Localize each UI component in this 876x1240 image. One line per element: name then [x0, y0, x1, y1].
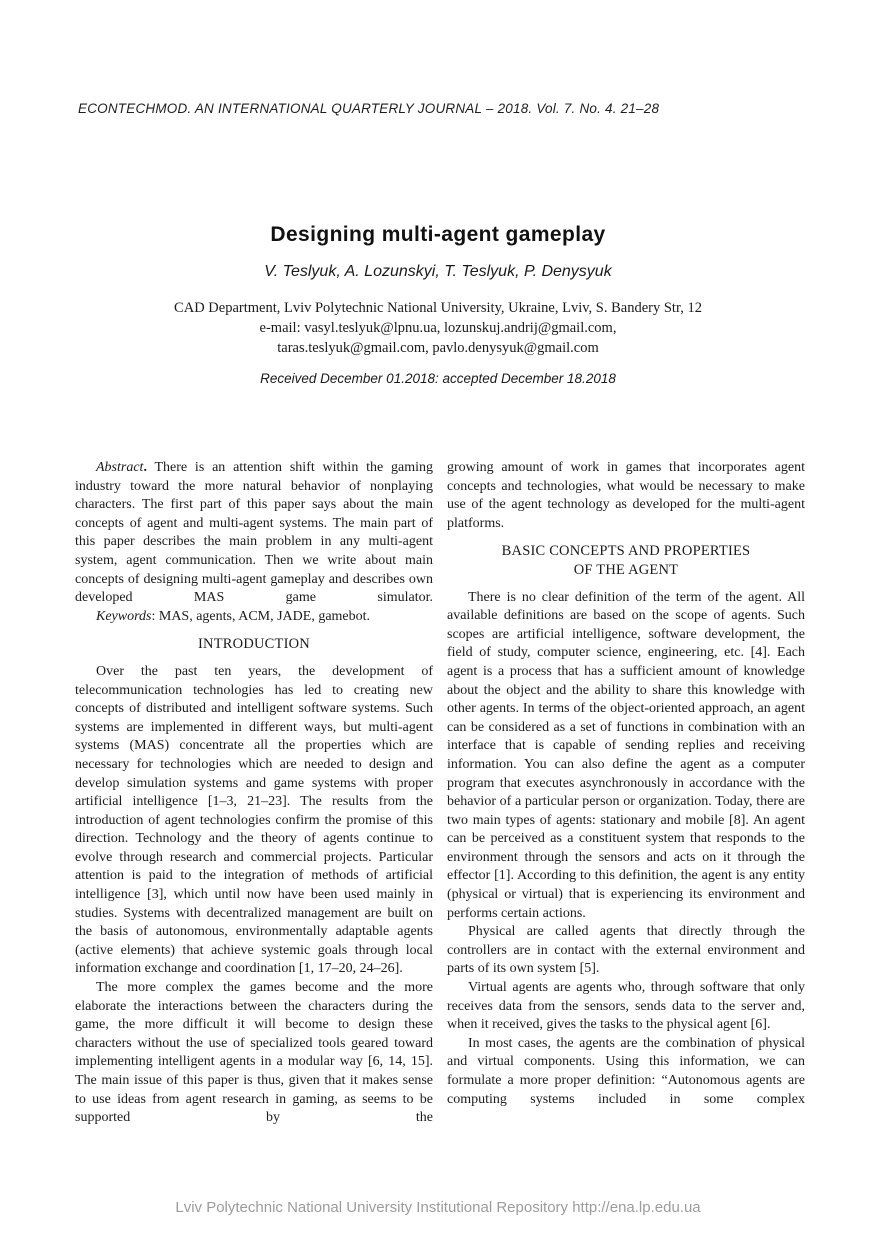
intro-paragraph-2-continuation: growing amount of work in games that incorporates agent concepts and technologies, what would be necessary to make use of the agent technology as developed for the multi-agent platforms. — [447, 460, 805, 531]
repository-footer: Lviv Polytechnic National University Institutional Repository http://ena.lp.edu.ua — [175, 1199, 701, 1216]
affiliation-line: CAD Department, Lviv Polytechnic National University, Ukraine, Lviv, S. Bandery Str, 12 — [174, 300, 702, 316]
keywords-label: Keywords — [96, 608, 152, 624]
left-column — [75, 459, 433, 1128]
basic-paragraph-1: There is no clear definition of the term of the agent. All available definitions are based on the scope of agents. Such scopes are artificial intelligence, software development, the field of study, computer science, engineering, etc. [4]. Each agent is a process that has a sufficient amount of knowledge about the object and the ability to share this knowledge with other agents. In terms of the object-oriented approach, an agent can be considered as a set of functions in combination with an interface that is capable of sending replies and receiving information. You can also define the agent as a computer program that executes asynchronously in accordance with the behavior of a particular person or organization. Today, there are two main types of agents: stationary and mobile [8]. An agent can be perceived as a constituent system that responds to the environment through the sensors and acts on it through the effector [1]. According to this definition, the agent is any entity (physical or virtual) that is experiencing its environment and performs certain actions. — [447, 589, 805, 921]
paper-title: Designing multi-agent gameplay — [270, 223, 606, 246]
basic-paragraph-3: Virtual agents are agents who, through software that only receives data from the sensors, sends data to the server and, when it received, gives the tasks to the physical agent [6]. — [447, 980, 805, 1033]
abstract-text: There is an attention shift within the gaming industry toward the more natural behavior of nonplaying characters. The first part of this paper says about the main concepts of agent and multi-agent systems. The main part of this paper describes the main problem in any multi-agent system, agent communication. Then we write about main concepts of designing multi-agent gameplay and describes own developed MAS game simulator. — [75, 460, 433, 606]
basic-heading-line-1: BASIC CONCEPTS AND PROPERTIES — [501, 543, 751, 560]
intro-paragraph-2: The more complex the games become and the more elaborate the interactions between the characters during the game, the more difficult it will become to design these characters without the use of specialized tools geared toward implementing intelligent agents in a modular way [6, 14, 15]. The main issue of this paper is thus, given that it makes sense to use ideas from agent research in gaming, as seems to be supported by the — [75, 980, 433, 1126]
right-column — [447, 459, 805, 1109]
section-heading-basic-concepts — [447, 542, 805, 579]
basic-heading-line-2: OF THE AGENT — [573, 561, 679, 578]
email-line-1: e-mail: vasyl.teslyuk@lpnu.ua, lozunskuj.andrij@gmail.com, — [259, 320, 617, 336]
email-line-2: taras.teslyuk@gmail.com, pavlo.denysyuk@gmail.com — [277, 340, 599, 356]
basic-paragraph-2: Physical are called agents that directly through the controllers are in contact with the external environment and parts of its own system [5]. — [447, 924, 805, 977]
received-accepted-line: Received December 01.2018: accepted December 18.2018 — [260, 371, 616, 386]
journal-masthead: ECONTECHMOD. AN INTERNATIONAL QUARTERLY JOURNAL – 2018. Vol. 7. No. 4. 21–28 — [78, 101, 660, 116]
abstract-paragraph — [75, 459, 433, 608]
abstract-label: Abstract — [96, 460, 144, 475]
abstract-label-dot: . — [143, 460, 147, 475]
keywords-line — [75, 608, 433, 627]
section-heading-introduction: INTRODUCTION — [198, 636, 310, 653]
keywords-text: : MAS, agents, ACM, JADE, gamebot. — [151, 608, 371, 624]
basic-paragraph-4: In most cases, the agents are the combination of physical and virtual components. Using this information, we can formulate a more proper definition: “Autonomous agents are computing systems included in some complex — [447, 1035, 805, 1107]
intro-paragraph-1: Over the past ten years, the development of telecommunication technologies has led to creating new concepts of distributed and intelligent software systems. Such systems are implemented in different ways, but multi-agent systems (MAS) concentrate all the properties which are necessary for technologies which are needed to design and develop simulation systems and game systems with proper artificial intelligence [1–3, 21–23]. The results from the introduction of agent technologies confirm the promise of this direction. Technology and the theory of agents continue to evolve through research and commercial projects. Particular attention is paid to the integration of methods of artificial intelligence [3], which until now have been used mainly in studies. Systems with decentralized management are built on the basis of autonomous, environmentally adaptable agents (active elements) that achieve systemic goals through local information exchange and coordination [1, 17–20, 24–26]. — [75, 663, 433, 977]
authors-line: V. Teslyuk, A. Lozunskyi, T. Teslyuk, P. Denysyuk — [264, 263, 612, 280]
